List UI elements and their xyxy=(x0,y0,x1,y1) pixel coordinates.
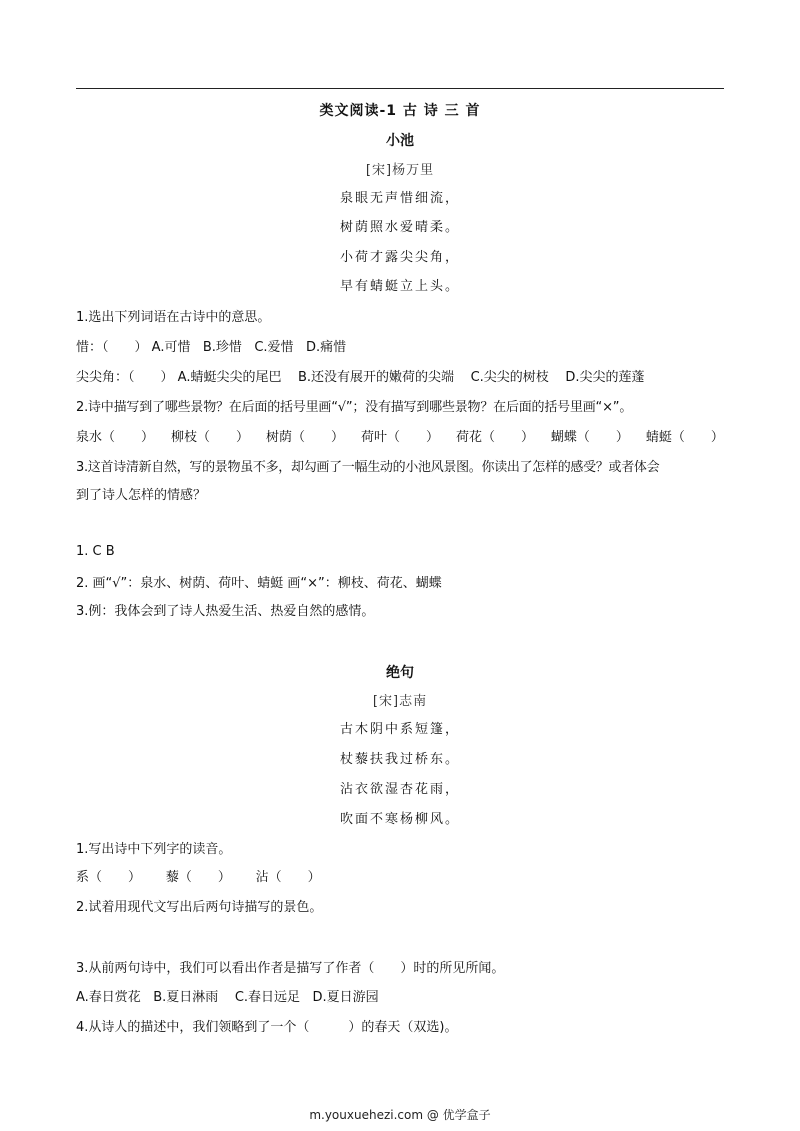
poem2-line-3: 沾衣欲湿杏花雨， xyxy=(339,782,460,797)
item-shuyin: 树荫（ ） xyxy=(265,430,344,445)
poem2-line-1: 古木阴中系短篷， xyxy=(339,722,460,737)
poem1-answer-2: 2. 画“√”：泉水、树荫、荷叶、蜻蜓 画“×”：柳枝、荷花、蝴蝶 xyxy=(76,576,442,591)
poem1-q1-jian-row xyxy=(76,366,645,385)
item-hehua: 荷花（ ） xyxy=(455,430,534,445)
item-qingting: 蜻蜓（ ） xyxy=(645,430,724,445)
jian-option-d: D.尖尖的莲蓬 xyxy=(565,370,645,385)
poem2-q3-prompt: 3.从前两句诗中，我们可以看出作者是描写了作者（ ）时的所见所闻。 xyxy=(76,961,505,976)
q3-option-d: D.夏日游园 xyxy=(312,990,379,1005)
xi-option-a: A.可惜 xyxy=(151,340,191,355)
poem2-line-4: 吹面不寒杨柳风。 xyxy=(339,812,460,827)
char-xi: 系（ ） xyxy=(76,870,142,885)
q3-option-b: B.夏日淋雨 xyxy=(153,990,219,1005)
xi-label: 惜：（ ） xyxy=(76,340,148,355)
xi-option-d: D.痛惜 xyxy=(305,340,347,355)
poem2-q1-chars xyxy=(76,866,321,885)
poem2-author: [宋]志南 xyxy=(372,694,428,709)
poem1-title: 小池 xyxy=(386,133,414,149)
poem2-line-2: 杖藜扶我过桥东。 xyxy=(339,752,460,767)
item-heye: 荷叶（ ） xyxy=(360,430,439,445)
item-hudie: 蝴蝶（ ） xyxy=(550,430,629,445)
poem1-line-2: 树荫照水爱晴柔。 xyxy=(339,220,460,235)
poem2-q2-prompt: 2.试着用现代文写出后两句诗描写的景色。 xyxy=(76,900,323,915)
poem1-q2-items xyxy=(76,426,724,445)
poem1-answer-3: 3.例：我体会到了诗人热爱生活、热爱自然的感情。 xyxy=(76,604,375,619)
poem1-line-3: 小荷才露尖尖角， xyxy=(339,250,460,265)
poem1-q3-prompt-line2: 到了诗人怎样的情感？ xyxy=(76,488,207,503)
poem1-q2-prompt: 2.诗中描写到了哪些景物？在后面的括号里画“√”；没有描写到哪些景物？在后面的括号里画“×”。 xyxy=(76,400,633,415)
poem2-q1-prompt: 1.写出诗中下列字的读音。 xyxy=(76,842,232,857)
header-rule xyxy=(76,88,724,89)
jian-option-a: A.蜻蜓尖尖的尾巴 xyxy=(177,370,282,385)
poem1-line-4: 早有蜻蜓立上头。 xyxy=(339,279,460,294)
footer-watermark: m.youxuehezi.com @ 优学盒子 xyxy=(309,1108,491,1122)
item-liuzhi: 柳枝（ ） xyxy=(170,430,249,445)
poem2-title: 绝句 xyxy=(386,665,414,681)
poem1-q1-prompt: 1.选出下列词语在古诗中的意思。 xyxy=(76,310,271,325)
xi-option-c: C.爱惜 xyxy=(254,340,294,355)
poem1-answer-1: 1. C B xyxy=(76,544,115,559)
jian-label: 尖尖角：（ ） xyxy=(76,370,174,385)
item-quanshui: 泉水（ ） xyxy=(76,430,155,445)
char-li: 藜（ ） xyxy=(165,870,231,885)
poem1-q1-xi-row xyxy=(76,336,346,355)
poem2-q4-prompt: 4.从诗人的描述中，我们领略到了一个（ ）的春天（双选)。 xyxy=(76,1020,458,1035)
poem1-line-1: 泉眼无声惜细流， xyxy=(339,191,460,206)
jian-option-c: C.尖尖的树枝 xyxy=(470,370,549,385)
xi-option-b: B.珍惜 xyxy=(202,340,242,355)
q3-option-a: A.春日赏花 xyxy=(76,990,141,1005)
jian-option-b: B.还没有展开的嫩荷的尖端 xyxy=(298,370,455,385)
poem1-q3-prompt-line1: 3.这首诗清新自然，写的景物虽不多，却勾画了一幅生动的小池风景图。你读出了怎样的感受？或者体会 xyxy=(76,460,660,475)
poem2-q3-options xyxy=(76,986,379,1005)
char-zhan: 沾（ ） xyxy=(255,870,321,885)
q3-option-c: C.春日远足 xyxy=(234,990,301,1005)
document-title: 类文阅读-1 古 诗 三 首 xyxy=(319,103,481,119)
poem1-author: [宋]杨万里 xyxy=(365,163,435,178)
